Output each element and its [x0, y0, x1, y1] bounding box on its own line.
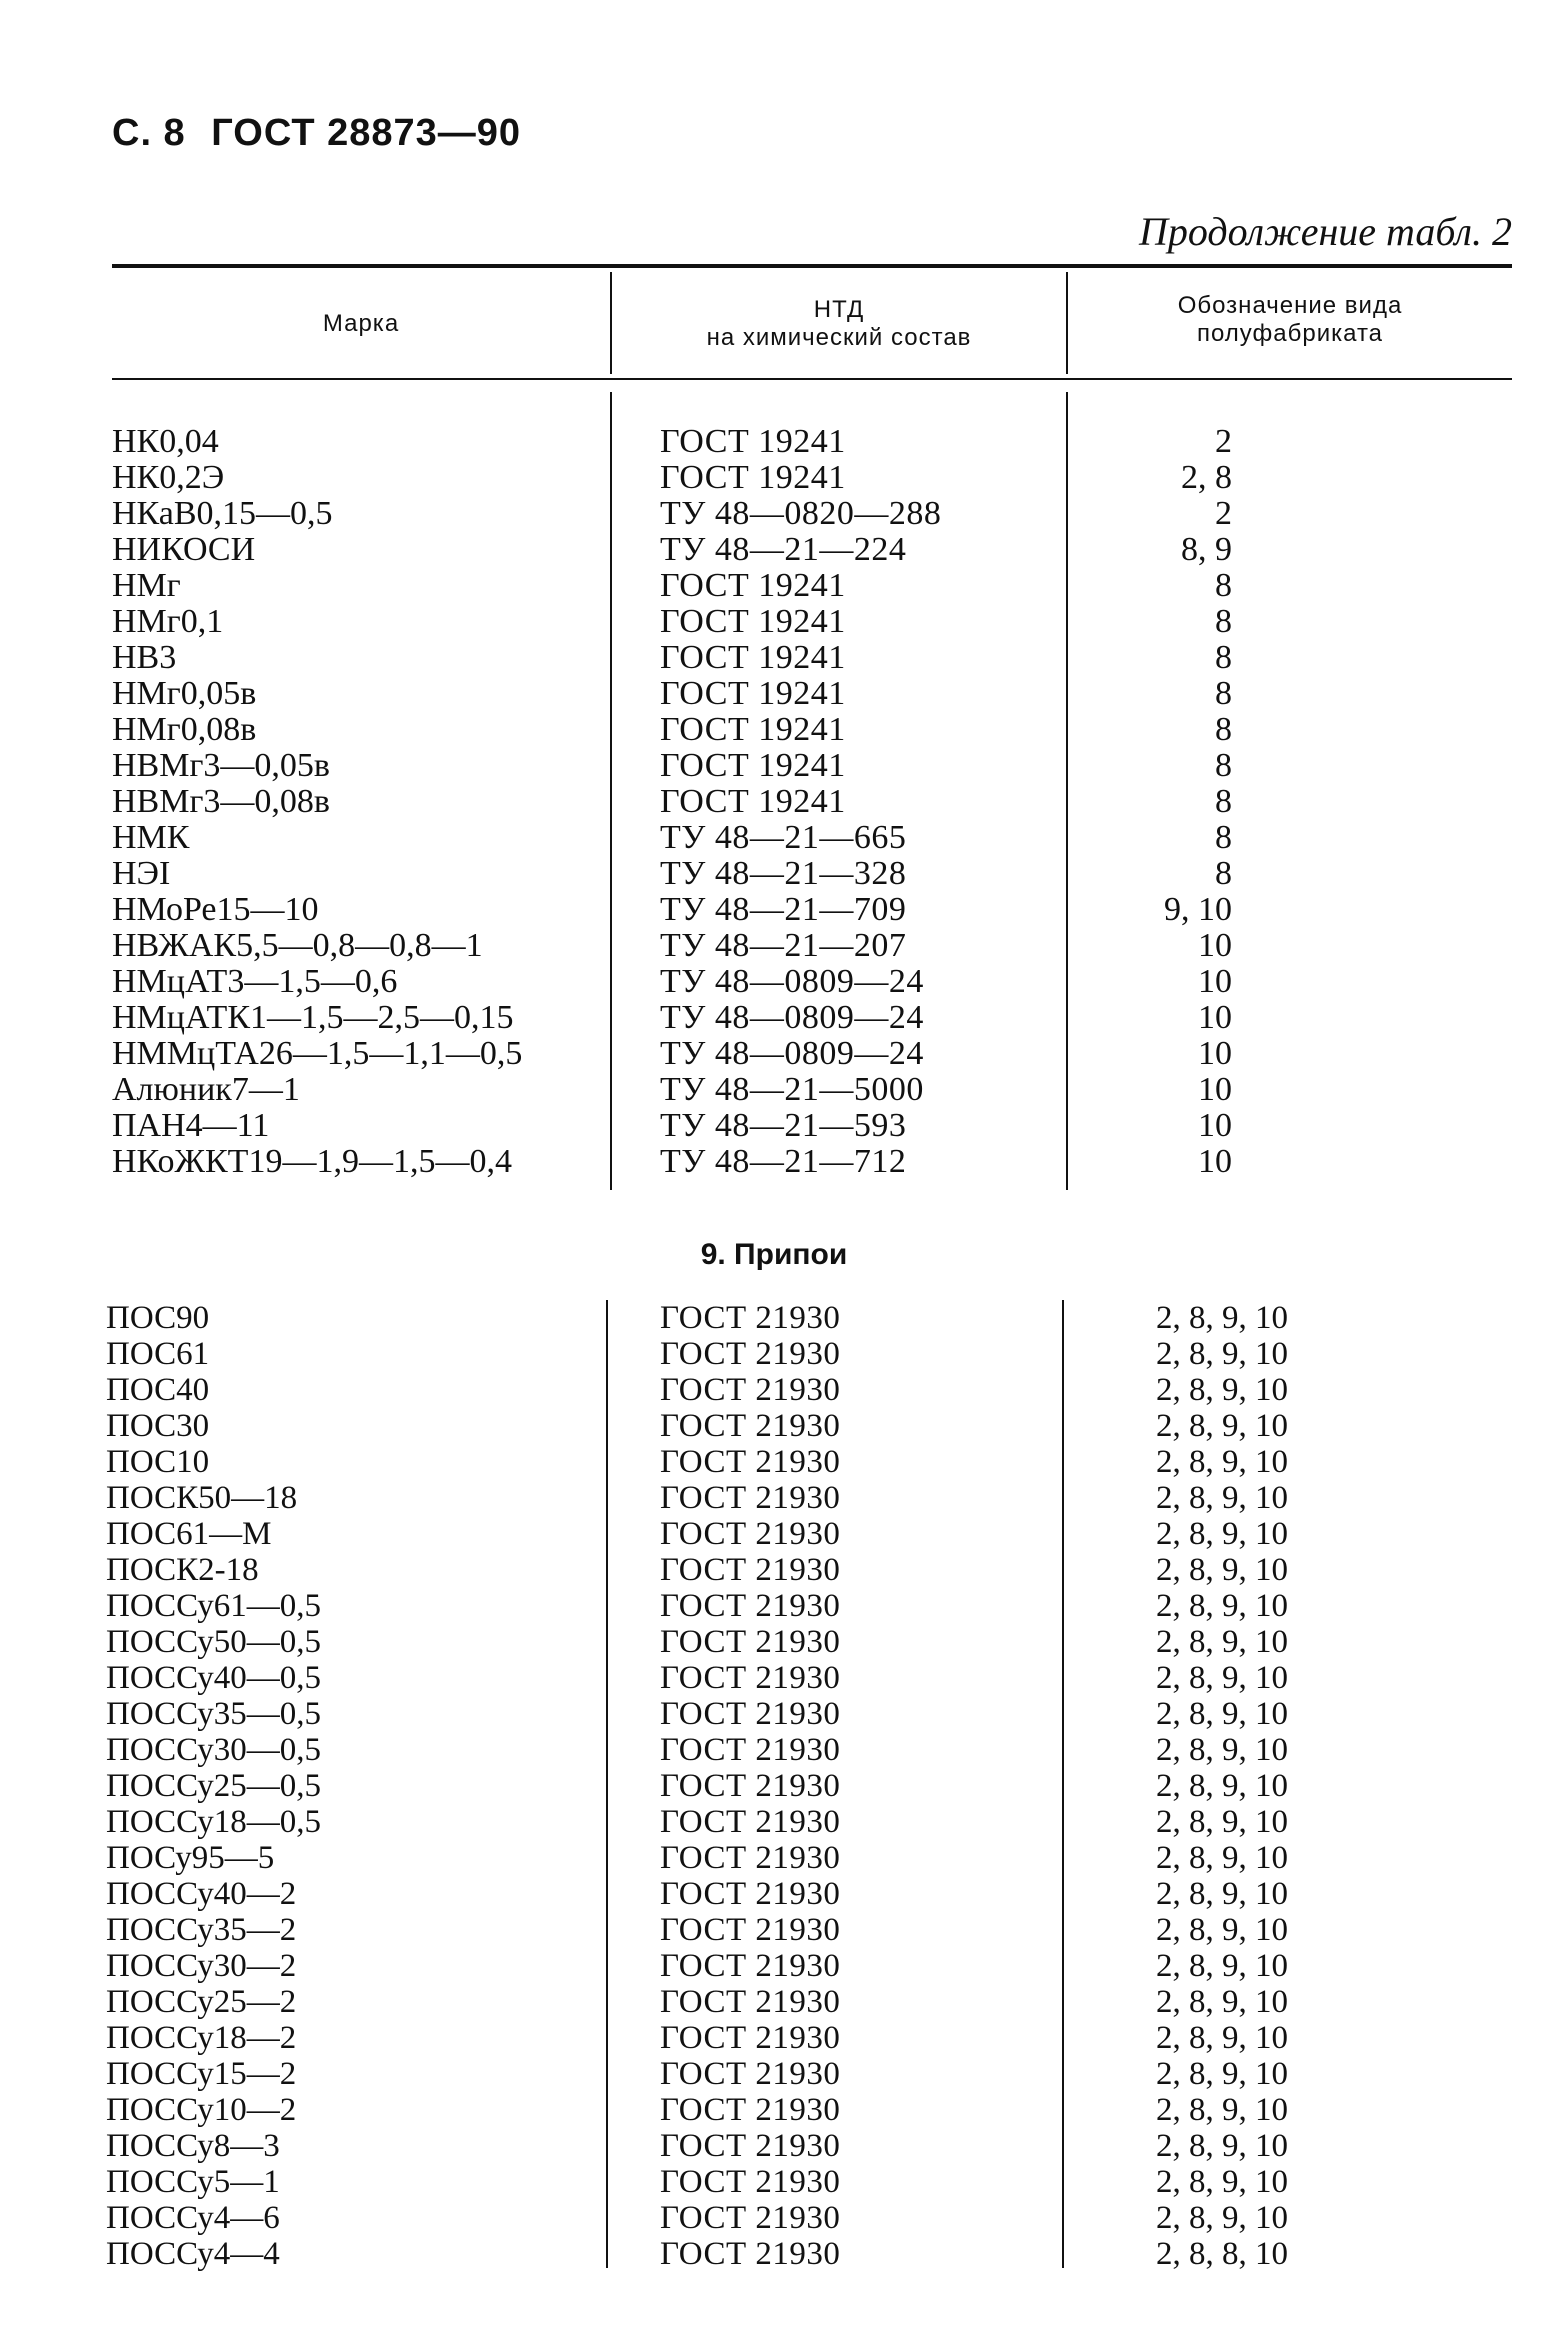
- cell-code: 10: [1198, 1107, 1232, 1144]
- cell-ntd: ГОСТ 19241: [660, 459, 846, 496]
- table-row: [0, 1768, 1548, 1804]
- cell-ntd: ГОСТ 19241: [660, 567, 846, 604]
- table-row: [0, 1036, 1548, 1072]
- cell-ntd: ГОСТ 19241: [660, 783, 846, 820]
- cell-ntd: ТУ 48—21—593: [660, 1107, 907, 1144]
- cell-code: 2, 8, 9, 10: [1156, 2020, 1288, 2056]
- table-body-top: [0, 424, 1548, 1180]
- table-row: [0, 676, 1548, 712]
- cell-mark: ПОС30: [106, 1408, 210, 1444]
- cell-code: 2, 8, 9, 10: [1156, 2164, 1288, 2200]
- cell-ntd: ТУ 48—21—712: [660, 1143, 907, 1180]
- cell-mark: ПОССу5—1: [106, 2164, 280, 2200]
- cell-ntd: ГОСТ 21930: [660, 1624, 841, 1660]
- cell-code: 2, 8, 9, 10: [1156, 1552, 1288, 1588]
- table-row: [0, 856, 1548, 892]
- cell-mark: ПОССу35—2: [106, 1912, 297, 1948]
- table-row: [0, 532, 1548, 568]
- column-header-mark-text: Марка: [322, 310, 400, 337]
- table-header-rule: [112, 378, 1512, 380]
- cell-ntd: ГОСТ 21930: [660, 2020, 841, 2056]
- cell-code: 10: [1198, 1143, 1232, 1180]
- table-top-rule: [112, 264, 1512, 268]
- cell-mark: ПОССу35—0,5: [106, 1696, 322, 1732]
- cell-mark: НММцТА26—1,5—1,1—0,5: [112, 1035, 523, 1072]
- cell-mark: НМг0,05в: [112, 675, 257, 712]
- cell-ntd: ГОСТ 21930: [660, 1804, 841, 1840]
- cell-code: 10: [1198, 1071, 1232, 1108]
- cell-ntd: ГОСТ 19241: [660, 747, 846, 784]
- section-title: 9. Припои: [700, 1238, 848, 1271]
- cell-code: 10: [1198, 927, 1232, 964]
- cell-mark: НК0,2Э: [112, 459, 225, 496]
- cell-mark: НВМг3—0,05в: [112, 747, 330, 784]
- cell-ntd: ТУ 48—21—328: [660, 855, 907, 892]
- cell-code: 2, 8, 9, 10: [1156, 1408, 1288, 1444]
- cell-mark: НКоЖКТ19—1,9—1,5—0,4: [112, 1143, 512, 1180]
- cell-mark: ПОССу18—2: [106, 2020, 297, 2056]
- table-row: [0, 1516, 1548, 1552]
- cell-code: 2, 8, 9, 10: [1156, 1336, 1288, 1372]
- cell-ntd: ГОСТ 21930: [660, 1948, 841, 1984]
- standard-number: ГОСТ 28873—90: [211, 112, 522, 154]
- cell-mark: ПОСК50—18: [106, 1480, 298, 1516]
- cell-mark: НКаВ0,15—0,5: [112, 495, 333, 532]
- cell-code: 9, 10: [1164, 891, 1232, 928]
- table-row: [0, 496, 1548, 532]
- table-row: [0, 1876, 1548, 1912]
- cell-code: 2, 8, 9, 10: [1156, 1804, 1288, 1840]
- table-row: [0, 1588, 1548, 1624]
- cell-code: 2, 8, 9, 10: [1156, 2200, 1288, 2236]
- cell-mark: НМК: [112, 819, 190, 856]
- cell-code: 2, 8, 9, 10: [1156, 1948, 1288, 1984]
- cell-ntd: ГОСТ 19241: [660, 675, 846, 712]
- table-row: [0, 1144, 1548, 1180]
- table-row: [0, 2128, 1548, 2164]
- cell-mark: ПОССу40—2: [106, 1876, 297, 1912]
- cell-ntd: ГОСТ 19241: [660, 423, 846, 460]
- cell-mark: ПОССу18—0,5: [106, 1804, 322, 1840]
- cell-ntd: ГОСТ 19241: [660, 603, 846, 640]
- cell-code: 10: [1198, 1035, 1232, 1072]
- cell-mark: НВ3: [112, 639, 177, 676]
- cell-ntd: ТУ 48—0809—24: [660, 963, 924, 1000]
- cell-code: 2, 8, 9, 10: [1156, 2092, 1288, 2128]
- cell-ntd: ГОСТ 21930: [660, 2236, 841, 2272]
- cell-mark: НЭI: [112, 855, 171, 892]
- table-row: [0, 1984, 1548, 2020]
- table-row: [0, 1480, 1548, 1516]
- cell-code: 2, 8: [1181, 459, 1232, 496]
- cell-mark: ПОССу8—3: [106, 2128, 280, 2164]
- cell-ntd: ТУ 48—21—224: [660, 531, 907, 568]
- cell-code: 2, 8, 9, 10: [1156, 1984, 1288, 2020]
- cell-code: 2: [1215, 423, 1232, 460]
- table-row: [0, 460, 1548, 496]
- table-row: [0, 1948, 1548, 1984]
- cell-mark: ПОССу4—4: [106, 2236, 280, 2272]
- table-row: [0, 2056, 1548, 2092]
- cell-mark: ПОССу61—0,5: [106, 1588, 322, 1624]
- cell-mark: НМг0,1: [112, 603, 224, 640]
- cell-code: 2, 8, 9, 10: [1156, 1516, 1288, 1552]
- table-row: [0, 1804, 1548, 1840]
- cell-ntd: ГОСТ 21930: [660, 1480, 841, 1516]
- table-row: [0, 1108, 1548, 1144]
- cell-ntd: ГОСТ 21930: [660, 1984, 841, 2020]
- column-header-ntd: [612, 296, 1066, 352]
- cell-code: 2: [1215, 495, 1232, 532]
- table-row: [0, 1072, 1548, 1108]
- cell-code: 2, 8, 9, 10: [1156, 1660, 1288, 1696]
- cell-mark: ПОС61—М: [106, 1516, 272, 1552]
- cell-ntd: ГОСТ 21930: [660, 1336, 841, 1372]
- cell-ntd: ГОСТ 21930: [660, 2164, 841, 2200]
- table-row: [0, 784, 1548, 820]
- cell-mark: НК0,04: [112, 423, 219, 460]
- cell-mark: ПОССу25—2: [106, 1984, 297, 2020]
- table-row: [0, 820, 1548, 856]
- cell-ntd: ТУ 48—0820—288: [660, 495, 942, 532]
- table-row: [0, 1336, 1548, 1372]
- cell-code: 2, 8, 9, 10: [1156, 1372, 1288, 1408]
- cell-ntd: ГОСТ 21930: [660, 1732, 841, 1768]
- cell-code: 2, 8, 9, 10: [1156, 1768, 1288, 1804]
- cell-mark: ПОССу25—0,5: [106, 1768, 322, 1804]
- cell-mark: ПОС10: [106, 1444, 210, 1480]
- cell-code: 8: [1215, 639, 1232, 676]
- cell-ntd: ГОСТ 21930: [660, 1660, 841, 1696]
- cell-ntd: ГОСТ 21930: [660, 1516, 841, 1552]
- cell-ntd: ГОСТ 21930: [660, 1552, 841, 1588]
- table-row: [0, 2020, 1548, 2056]
- table-row: [0, 1660, 1548, 1696]
- cell-ntd: ГОСТ 21930: [660, 1840, 841, 1876]
- cell-code: 2, 8, 9, 10: [1156, 1912, 1288, 1948]
- table-row: [0, 1552, 1548, 1588]
- cell-code: 8: [1215, 603, 1232, 640]
- cell-ntd: ГОСТ 21930: [660, 2092, 841, 2128]
- cell-mark: ПОСу95—5: [106, 1840, 275, 1876]
- table-row: [0, 1372, 1548, 1408]
- cell-mark: НВМг3—0,08в: [112, 783, 330, 820]
- table-row: [0, 712, 1548, 748]
- cell-ntd: ГОСТ 21930: [660, 2056, 841, 2092]
- cell-code: 2, 8, 8, 10: [1156, 2236, 1288, 2272]
- table-row: [0, 640, 1548, 676]
- table-row: [0, 424, 1548, 460]
- cell-mark: НИКОСИ: [112, 531, 256, 568]
- column-header-code-line1: Обозначение вида: [1177, 292, 1403, 319]
- cell-mark: ПОССу30—0,5: [106, 1732, 322, 1768]
- cell-code: 8: [1215, 747, 1232, 784]
- cell-ntd: ГОСТ 21930: [660, 1876, 841, 1912]
- cell-ntd: ГОСТ 21930: [660, 1408, 841, 1444]
- cell-code: 2, 8, 9, 10: [1156, 1696, 1288, 1732]
- table-row: [0, 604, 1548, 640]
- column-header-code: [1068, 292, 1512, 348]
- cell-mark: ПОССу4—6: [106, 2200, 280, 2236]
- cell-mark: ПАН4—11: [112, 1107, 270, 1144]
- cell-mark: ПОССу30—2: [106, 1948, 297, 1984]
- table-row: [0, 568, 1548, 604]
- cell-ntd: ГОСТ 21930: [660, 1768, 841, 1804]
- table-row: [0, 1912, 1548, 1948]
- cell-mark: НМоРе15—10: [112, 891, 319, 928]
- page-header: [112, 112, 535, 155]
- cell-mark: ПОС90: [106, 1300, 210, 1336]
- cell-mark: ПОССу50—0,5: [106, 1624, 322, 1660]
- cell-code: 2, 8, 9, 10: [1156, 1480, 1288, 1516]
- table-body-solders: [0, 1300, 1548, 2272]
- cell-ntd: ТУ 48—21—207: [660, 927, 907, 964]
- cell-ntd: ГОСТ 19241: [660, 639, 846, 676]
- table-row: [0, 2164, 1548, 2200]
- cell-code: 2, 8, 9, 10: [1156, 1300, 1288, 1336]
- cell-ntd: ГОСТ 19241: [660, 711, 846, 748]
- column-header-ntd-line1: НТД: [813, 296, 865, 323]
- page-number: С. 8: [112, 112, 186, 154]
- cell-code: 2, 8, 9, 10: [1156, 2056, 1288, 2092]
- cell-ntd: ГОСТ 21930: [660, 1696, 841, 1732]
- cell-code: 10: [1198, 963, 1232, 1000]
- table-row: [0, 748, 1548, 784]
- cell-ntd: ТУ 48—21—5000: [660, 1071, 924, 1108]
- table-row: [0, 964, 1548, 1000]
- cell-mark: НВЖАК5,5—0,8—0,8—1: [112, 927, 483, 964]
- cell-code: 2, 8, 9, 10: [1156, 1840, 1288, 1876]
- cell-code: 10: [1198, 999, 1232, 1036]
- cell-ntd: ГОСТ 21930: [660, 1444, 841, 1480]
- cell-code: 8: [1215, 675, 1232, 712]
- cell-code: 8, 9: [1181, 531, 1232, 568]
- cell-ntd: ГОСТ 21930: [660, 2128, 841, 2164]
- cell-code: 8: [1215, 711, 1232, 748]
- column-header-code-line2: полуфабриката: [1196, 320, 1384, 347]
- cell-mark: НМцАТ3—1,5—0,6: [112, 963, 398, 1000]
- cell-ntd: ГОСТ 21930: [660, 2200, 841, 2236]
- cell-ntd: ГОСТ 21930: [660, 1912, 841, 1948]
- table-row: [0, 1300, 1548, 1336]
- cell-code: 8: [1215, 855, 1232, 892]
- cell-code: 2, 8, 9, 10: [1156, 1732, 1288, 1768]
- table-row: [0, 1840, 1548, 1876]
- cell-mark: ПОССу10—2: [106, 2092, 297, 2128]
- cell-mark: ПОС61: [106, 1336, 210, 1372]
- cell-mark: НМцАТК1—1,5—2,5—0,15: [112, 999, 514, 1036]
- cell-mark: НМг: [112, 567, 181, 604]
- table-row: [0, 1732, 1548, 1768]
- table-row: [0, 2200, 1548, 2236]
- cell-ntd: ТУ 48—21—709: [660, 891, 907, 928]
- table-row: [0, 928, 1548, 964]
- table-row: [0, 892, 1548, 928]
- cell-ntd: ГОСТ 21930: [660, 1300, 841, 1336]
- cell-mark: НМг0,08в: [112, 711, 257, 748]
- cell-ntd: ТУ 48—0809—24: [660, 1035, 924, 1072]
- cell-code: 2, 8, 9, 10: [1156, 1876, 1288, 1912]
- cell-ntd: ГОСТ 21930: [660, 1588, 841, 1624]
- cell-ntd: ГОСТ 21930: [660, 1372, 841, 1408]
- cell-mark: ПОС40: [106, 1372, 210, 1408]
- table-row: [0, 1624, 1548, 1660]
- column-header-ntd-line2: на химический состав: [706, 324, 972, 351]
- table-row: [0, 1000, 1548, 1036]
- table-row: [0, 1408, 1548, 1444]
- table-continuation-note: Продолжение табл. 2: [1138, 209, 1512, 254]
- cell-code: 2, 8, 9, 10: [1156, 1624, 1288, 1660]
- cell-mark: ПОССу40—0,5: [106, 1660, 322, 1696]
- cell-code: 2, 8, 9, 10: [1156, 2128, 1288, 2164]
- cell-mark: Алюник7—1: [112, 1071, 300, 1108]
- table-row: [0, 2236, 1548, 2272]
- cell-code: 2, 8, 9, 10: [1156, 1588, 1288, 1624]
- cell-ntd: ТУ 48—0809—24: [660, 999, 924, 1036]
- cell-mark: ПОСК2-18: [106, 1552, 259, 1588]
- table-row: [0, 2092, 1548, 2128]
- cell-code: 2, 8, 9, 10: [1156, 1444, 1288, 1480]
- table-row: [0, 1444, 1548, 1480]
- cell-code: 8: [1215, 819, 1232, 856]
- cell-code: 8: [1215, 783, 1232, 820]
- column-header-mark: [112, 310, 610, 338]
- table-row: [0, 1696, 1548, 1732]
- cell-code: 8: [1215, 567, 1232, 604]
- cell-mark: ПОССу15—2: [106, 2056, 297, 2092]
- cell-ntd: ТУ 48—21—665: [660, 819, 907, 856]
